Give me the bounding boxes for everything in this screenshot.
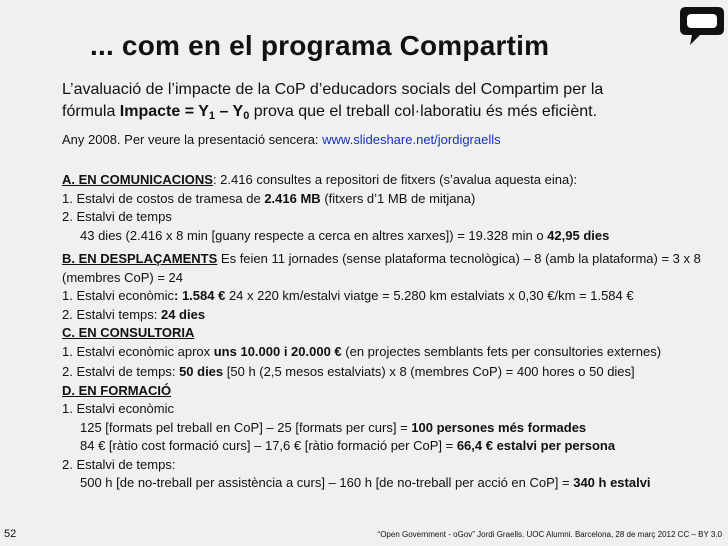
- c2-post: [50 h (2,5 mesos estalviats) x 8 (membres CoP) = 400 hores o 50 dies]: [223, 364, 635, 379]
- section-d-item-2-line: [62, 474, 722, 493]
- c1-bold: uns 10.000 i 20.000 €: [213, 343, 342, 359]
- section-a-item-2: 2. Estalvi de temps: [62, 209, 172, 224]
- year-line: [62, 132, 501, 147]
- a2-detail-bold: 42,95 dies: [547, 227, 610, 243]
- presentation-link[interactable]: www.slideshare.net/jordigraells: [322, 132, 501, 147]
- sections-body: [62, 171, 722, 493]
- section-a-heading: [62, 171, 722, 190]
- b1-pre: 1. Estalvi econòmic: [62, 288, 174, 303]
- page-number: 52: [4, 528, 17, 540]
- section-b-heading: [62, 250, 722, 287]
- section-d-item-2: 2. Estalvi de temps:: [62, 456, 176, 472]
- intro-line-2-pre: fórmula: [62, 103, 120, 120]
- section-b-item-2: [62, 306, 722, 325]
- d1-line2-bold: 66,4 € estalvi per persona: [456, 438, 616, 453]
- formula-sub-0: 0: [243, 110, 250, 122]
- section-b-item-1: [62, 287, 722, 306]
- c1-post: (en projectes semblants fets per consultories externes): [341, 343, 662, 359]
- section-d-item-1-line-2: [62, 437, 722, 456]
- c2-pre: 2. Estalvi de temps:: [62, 364, 180, 379]
- a1-pre: 1. Estalvi de costos de tramesa de: [62, 190, 265, 206]
- a1-bold: 2.416 MB: [264, 190, 321, 206]
- section-c-title: C. EN CONSULTORIA: [62, 325, 195, 340]
- section-a-item-2-detail: [62, 227, 722, 246]
- a2-detail-pre: 43 dies (2.416 x 8 min [guany respecte a cerca en altres xarxes]) = 19.328 min o: [80, 227, 548, 243]
- b1-bold: : 1.584 €: [174, 288, 226, 303]
- section-a-item-1: [62, 190, 722, 209]
- section-d-title: D. EN FORMACIÓ: [62, 382, 172, 398]
- section-c-heading: [62, 324, 722, 343]
- formula-sub-1: 1: [208, 110, 216, 122]
- intro-line-1: L’avaluació de l’impacte de la CoP d’educadors socials del Compartim per la: [62, 81, 604, 98]
- section-d-heading: [62, 382, 722, 401]
- section-a-text: : 2.416 consultes a repositori de fitxers (s’avalua aquesta eina):: [212, 172, 578, 187]
- d2-line-bold: 340 h estalvi: [573, 475, 651, 490]
- slide-title: ... com en el programa Compartim: [90, 30, 550, 61]
- year-text: Any 2008. Per veure la presentació sencera:: [62, 132, 323, 147]
- section-b-title: B. EN DESPLAÇAMENTS: [62, 251, 218, 266]
- intro-paragraph: [62, 79, 722, 123]
- d2-line-pre: 500 h [de no-treball per assistència a curs] – 160 h [de no-treball per acció en CoP] =: [80, 475, 574, 490]
- section-d-item-1: 1. Estalvi econòmic: [62, 401, 174, 416]
- section-c-item-2: [62, 363, 722, 382]
- section-a-title: A. EN COMUNICACIONS: [62, 172, 213, 187]
- b2-bold: 24 dies: [160, 306, 206, 322]
- intro-line-2-post: prova que el treball col·laboratiu és més eficiènt.: [249, 103, 598, 120]
- footer-credit: “Open Government - oGov” Jordi Graells. UOC Alumni. Barcelona, 28 de març 2012 CC – BY 3.0: [377, 530, 722, 539]
- d1-line1-pre: 125 [formats pel treball en CoP] – 25 [formats per curs] =: [80, 419, 412, 435]
- d1-line1-bold: 100 persones més formades: [411, 419, 587, 435]
- b2-pre: 2. Estalvi temps:: [62, 306, 161, 322]
- c2-bold: 50 dies: [179, 364, 224, 379]
- formula-part-b: – Y: [215, 103, 244, 120]
- b1-post: 24 x 220 km/estalvi viatge = 5.280 km estalviats x 0,30 €/km = 1.584 €: [225, 288, 634, 303]
- section-c-item-1: [62, 343, 722, 362]
- formula-part-a: Impacte = Y: [119, 103, 209, 120]
- d1-line2-pre: 84 € [ràtio cost formació curs] – 17,6 € [ràtio formació per CoP] =: [80, 438, 457, 453]
- c1-pre: 1. Estalvi econòmic aprox: [62, 343, 214, 359]
- section-b-text: Es feien 11 jornades (sense plataforma tecnològica) – 8 (amb la plataforma) = 3 x 8 (membres CoP) = 24: [62, 251, 701, 285]
- section-d-item-1-line-1: [62, 419, 722, 438]
- intro-line-2: [62, 101, 722, 123]
- a1-post: (fitxers d’1 MB de mitjana): [320, 190, 476, 206]
- speech-bubble-icon: [678, 4, 726, 48]
